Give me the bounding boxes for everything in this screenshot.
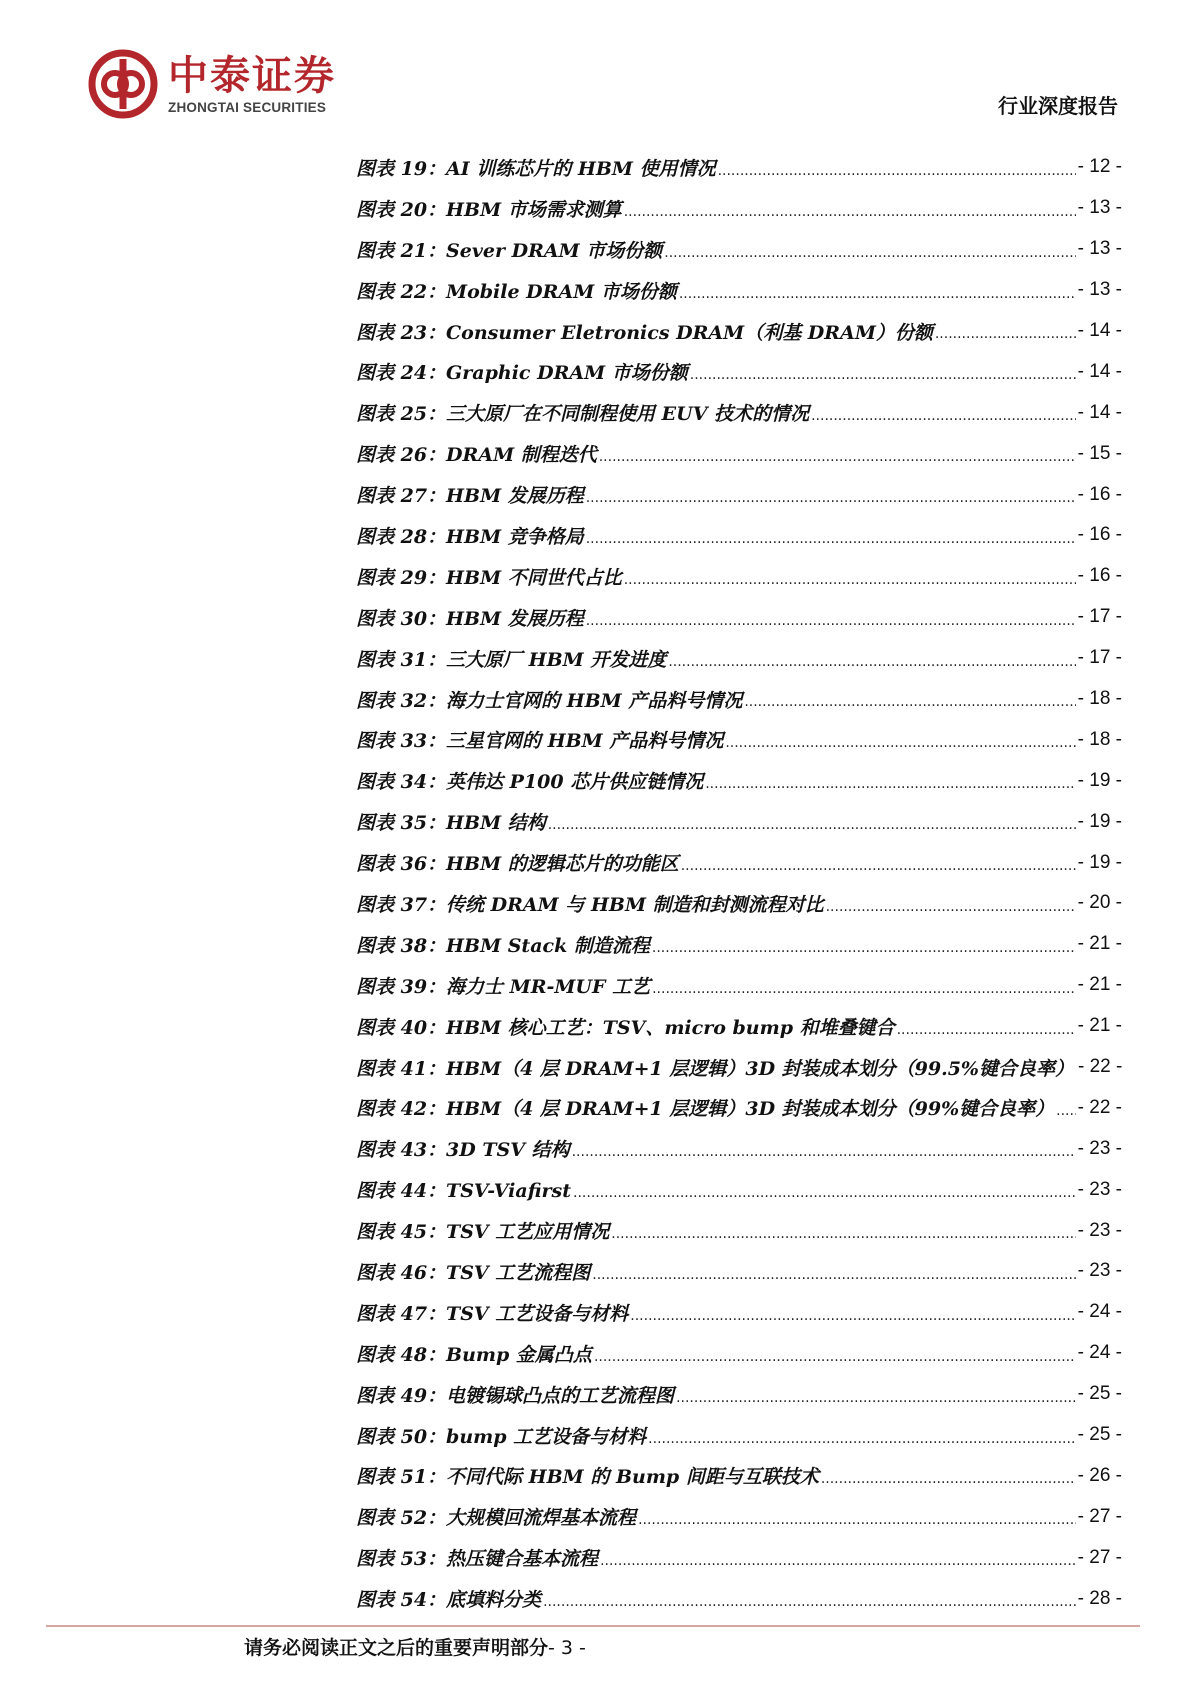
toc-entry-title: 图表 22：Mobile DRAM 市场份额	[356, 280, 677, 303]
footer-disclaimer-notice: 请务必阅读正文之后的重要声明部分	[244, 1637, 549, 1659]
footer-divider	[46, 1625, 1140, 1627]
toc-entry[interactable]	[356, 1006, 1122, 1047]
toc-entry-page: - 22 -	[1077, 1096, 1122, 1118]
toc-dot-leader	[600, 1552, 1076, 1578]
toc-entry-title: 图表 29：HBM 不同世代占比	[356, 566, 622, 589]
toc-entry-title: 图表 19：AI 训练芯片的 HBM 使用情况	[356, 157, 716, 180]
toc-dot-leader	[652, 939, 1076, 965]
toc-entry-page: - 19 -	[1077, 851, 1122, 873]
toc-entry[interactable]	[356, 1578, 1122, 1619]
toc-entry-page: - 13 -	[1077, 197, 1122, 219]
toc-entry-page: - 18 -	[1077, 688, 1122, 710]
toc-dot-leader	[586, 530, 1076, 556]
toc-entry-page: - 27 -	[1077, 1505, 1122, 1527]
toc-entry[interactable]	[356, 1128, 1122, 1169]
toc-entry[interactable]	[356, 1374, 1122, 1415]
toc-entry-title: 图表 49：电镀锡球凸点的工艺流程图	[356, 1384, 675, 1407]
toc-entry-page: - 28 -	[1077, 1587, 1122, 1609]
toc-entry-title: 图表 32：海力士官网的 HBM 产品料号情况	[356, 689, 743, 712]
toc-entry[interactable]	[356, 392, 1122, 433]
toc-entry-title: 图表 34：英伟达 P100 芯片供应链情况	[356, 771, 704, 794]
toc-entry[interactable]	[356, 270, 1122, 311]
toc-dot-leader	[573, 1184, 1076, 1210]
toc-entry-page: - 19 -	[1077, 810, 1122, 832]
toc-entry-title: 图表 45：TSV 工艺应用情况	[356, 1221, 610, 1244]
toc-entry-title: 图表 44：TSV-Viafirst	[356, 1180, 572, 1203]
toc-dot-leader	[681, 857, 1076, 883]
toc-dot-leader	[718, 162, 1076, 188]
toc-entry-page: - 26 -	[1077, 1464, 1122, 1486]
toc-dot-leader	[599, 448, 1076, 474]
toc-dot-leader	[572, 1143, 1076, 1169]
toc-entry[interactable]	[356, 1251, 1122, 1292]
toc-entry-title: 图表 31：三大原厂 HBM 开发进度	[356, 648, 667, 671]
toc-entry[interactable]	[356, 147, 1122, 188]
toc-entry-title: 图表 47：TSV 工艺设备与材料	[356, 1302, 629, 1325]
toc-dot-leader	[668, 653, 1075, 679]
toc-entry-title: 图表 40：HBM 核心工艺：TSV、micro bump 和堆叠键合	[356, 1016, 895, 1039]
toc-entry-title: 图表 23：Consumer Eletronics DRAM（利基 DRAM）份额	[356, 321, 933, 344]
toc-entry-title: 图表 54：底填料分类	[356, 1589, 542, 1612]
toc-entry[interactable]	[356, 1333, 1122, 1374]
toc-dot-leader	[624, 203, 1076, 229]
toc-entry[interactable]	[356, 1537, 1122, 1578]
toc-entry[interactable]	[356, 965, 1122, 1006]
toc-dot-leader	[679, 285, 1076, 311]
toc-entry-title: 图表 41：HBM（4 层 DRAM+1 层逻辑）3D 封装成本划分（99.5%键合良率）	[356, 1057, 1074, 1080]
toc-entry[interactable]	[356, 924, 1122, 965]
toc-entry-page: - 17 -	[1077, 606, 1122, 628]
toc-entry[interactable]	[356, 1047, 1122, 1088]
toc-dot-leader	[1056, 1102, 1075, 1128]
toc-dot-leader	[586, 489, 1076, 515]
toc-entry[interactable]	[356, 719, 1122, 760]
toc-entry-page: - 16 -	[1077, 483, 1122, 505]
toc-dot-leader	[548, 816, 1076, 842]
toc-entry[interactable]	[356, 474, 1122, 515]
toc-dot-leader	[624, 571, 1076, 597]
toc-entry-title: 图表 33：三星官网的 HBM 产品料号情况	[356, 730, 724, 753]
toc-dot-leader	[811, 407, 1076, 433]
logo-chinese-name: 中泰证券	[168, 52, 336, 99]
toc-entry[interactable]	[356, 801, 1122, 842]
toc-entry-page: - 23 -	[1077, 1260, 1122, 1282]
toc-entry-page: - 13 -	[1077, 238, 1122, 260]
toc-dot-leader	[652, 980, 1076, 1006]
toc-dot-leader	[611, 1225, 1075, 1251]
report-type-label: 行业深度报告	[998, 94, 1118, 118]
toc-dot-leader	[664, 244, 1075, 270]
toc-entry-page: - 23 -	[1077, 1219, 1122, 1241]
toc-dot-leader	[821, 1470, 1076, 1496]
toc-entry-title: 图表 36：HBM 的逻辑芯片的功能区	[356, 853, 679, 876]
toc-entry[interactable]	[356, 188, 1122, 229]
toc-entry-title: 图表 38：HBM Stack 制造流程	[356, 934, 650, 957]
toc-entry-page: - 18 -	[1077, 728, 1122, 750]
toc-entry-page: - 25 -	[1077, 1383, 1122, 1405]
page-number: - 3 -	[548, 1637, 586, 1659]
toc-entry-page: - 14 -	[1077, 401, 1122, 423]
toc-dot-leader	[592, 1266, 1075, 1292]
toc-entry-title: 图表 48：Bump 金属凸点	[356, 1343, 592, 1366]
brand-logo	[88, 48, 336, 120]
toc-entry-title: 图表 43：3D TSV 结构	[356, 1139, 570, 1162]
toc-entry-title: 图表 52：大规模回流焊基本流程	[356, 1507, 637, 1530]
toc-entry-title: 图表 51：不同代际 HBM 的 Bump 间距与互联技术	[356, 1466, 819, 1489]
toc-dot-leader	[744, 693, 1075, 719]
toc-dot-leader	[594, 1348, 1076, 1374]
toc-entry[interactable]	[356, 1456, 1122, 1497]
toc-dot-leader	[897, 1021, 1076, 1047]
toc-dot-leader	[543, 1593, 1076, 1619]
toc-entry-title: 图表 25：三大原厂在不同制程使用 EUV 技术的情况	[356, 403, 810, 426]
toc-entry[interactable]	[356, 1169, 1122, 1210]
toc-entry[interactable]	[356, 760, 1122, 801]
toc-dot-leader	[630, 1307, 1075, 1333]
toc-entry-page: - 25 -	[1077, 1424, 1122, 1446]
toc-entry[interactable]	[356, 597, 1122, 638]
toc-entry-page: - 12 -	[1077, 156, 1122, 178]
zhongtai-logo-icon	[88, 49, 158, 119]
toc-entry-title: 图表 21：Sever DRAM 市场份额	[356, 239, 663, 262]
logo-english-name: ZHONGTAI SECURITIES	[168, 99, 327, 115]
toc-dot-leader	[648, 1430, 1075, 1456]
toc-entry-page: - 16 -	[1077, 565, 1122, 587]
toc-entry-page: - 21 -	[1077, 1015, 1122, 1037]
toc-entry-page: - 19 -	[1077, 769, 1122, 791]
toc-entry-title: 图表 53：热压键合基本流程	[356, 1548, 599, 1571]
toc-entry[interactable]	[356, 842, 1122, 883]
toc-entry-title: 图表 35：HBM 结构	[356, 812, 546, 835]
toc-entry-page: - 17 -	[1077, 647, 1122, 669]
toc-entry-title: 图表 30：HBM 发展历程	[356, 607, 584, 630]
toc-entry-page: - 16 -	[1077, 524, 1122, 546]
toc-dot-leader	[638, 1511, 1076, 1537]
toc-dot-leader	[935, 325, 1076, 351]
toc-entry-title: 图表 28：HBM 竞争格局	[356, 525, 584, 548]
toc-entry-title: 图表 39：海力士 MR-MUF 工艺	[356, 975, 651, 998]
toc-entry[interactable]	[356, 1496, 1122, 1537]
toc-entry-title: 图表 46：TSV 工艺流程图	[356, 1261, 591, 1284]
toc-entry-title: 图表 37：传统 DRAM 与 HBM 制造和封测流程对比	[356, 893, 824, 916]
toc-entry-title: 图表 50：bump 工艺设备与材料	[356, 1425, 647, 1448]
toc-entry-page: - 22 -	[1077, 1056, 1123, 1078]
toc-entry-title: 图表 27：HBM 发展历程	[356, 485, 584, 508]
toc-entry[interactable]	[356, 351, 1122, 392]
toc-entry[interactable]	[356, 515, 1122, 556]
footer	[244, 1633, 586, 1660]
toc-entry[interactable]	[356, 883, 1122, 924]
toc-entry-page: - 13 -	[1077, 279, 1122, 301]
toc-dot-leader	[690, 366, 1076, 392]
toc-entry[interactable]	[356, 556, 1122, 597]
toc-dot-leader	[705, 775, 1075, 801]
figure-table-of-contents	[356, 147, 1122, 1619]
toc-dot-leader	[826, 898, 1076, 924]
toc-entry[interactable]	[356, 679, 1122, 720]
toc-entry-title: 图表 26：DRAM 制程迭代	[356, 444, 597, 467]
toc-dot-leader	[676, 1389, 1076, 1415]
toc-entry-page: - 14 -	[1077, 360, 1122, 382]
toc-entry[interactable]	[356, 1292, 1122, 1333]
toc-dot-leader	[725, 734, 1075, 760]
toc-entry-title: 图表 24：Graphic DRAM 市场份额	[356, 362, 688, 385]
toc-entry[interactable]	[356, 311, 1122, 352]
toc-entry-title: 图表 20：HBM 市场需求测算	[356, 198, 622, 221]
toc-entry-title: 图表 42：HBM（4 层 DRAM+1 层逻辑）3D 封装成本划分（99%键合良率）	[356, 1098, 1055, 1121]
toc-entry-page: - 14 -	[1077, 320, 1122, 341]
toc-entry-page: - 24 -	[1077, 1342, 1122, 1364]
toc-entry[interactable]	[356, 1210, 1122, 1251]
toc-entry[interactable]	[356, 638, 1122, 679]
toc-entry-page: - 24 -	[1077, 1301, 1122, 1323]
toc-entry-page: - 23 -	[1077, 1137, 1122, 1159]
toc-entry[interactable]	[356, 433, 1122, 474]
toc-entry[interactable]	[356, 1087, 1122, 1128]
toc-entry-page: - 20 -	[1077, 892, 1122, 914]
toc-entry-page: - 23 -	[1077, 1178, 1122, 1200]
toc-entry-page: - 27 -	[1077, 1546, 1122, 1568]
toc-entry-page: - 21 -	[1077, 933, 1122, 955]
toc-entry[interactable]	[356, 1415, 1122, 1456]
toc-entry-page: - 15 -	[1077, 442, 1122, 464]
toc-entry[interactable]	[356, 229, 1122, 270]
toc-dot-leader	[586, 612, 1076, 638]
toc-entry-page: - 21 -	[1077, 974, 1122, 996]
